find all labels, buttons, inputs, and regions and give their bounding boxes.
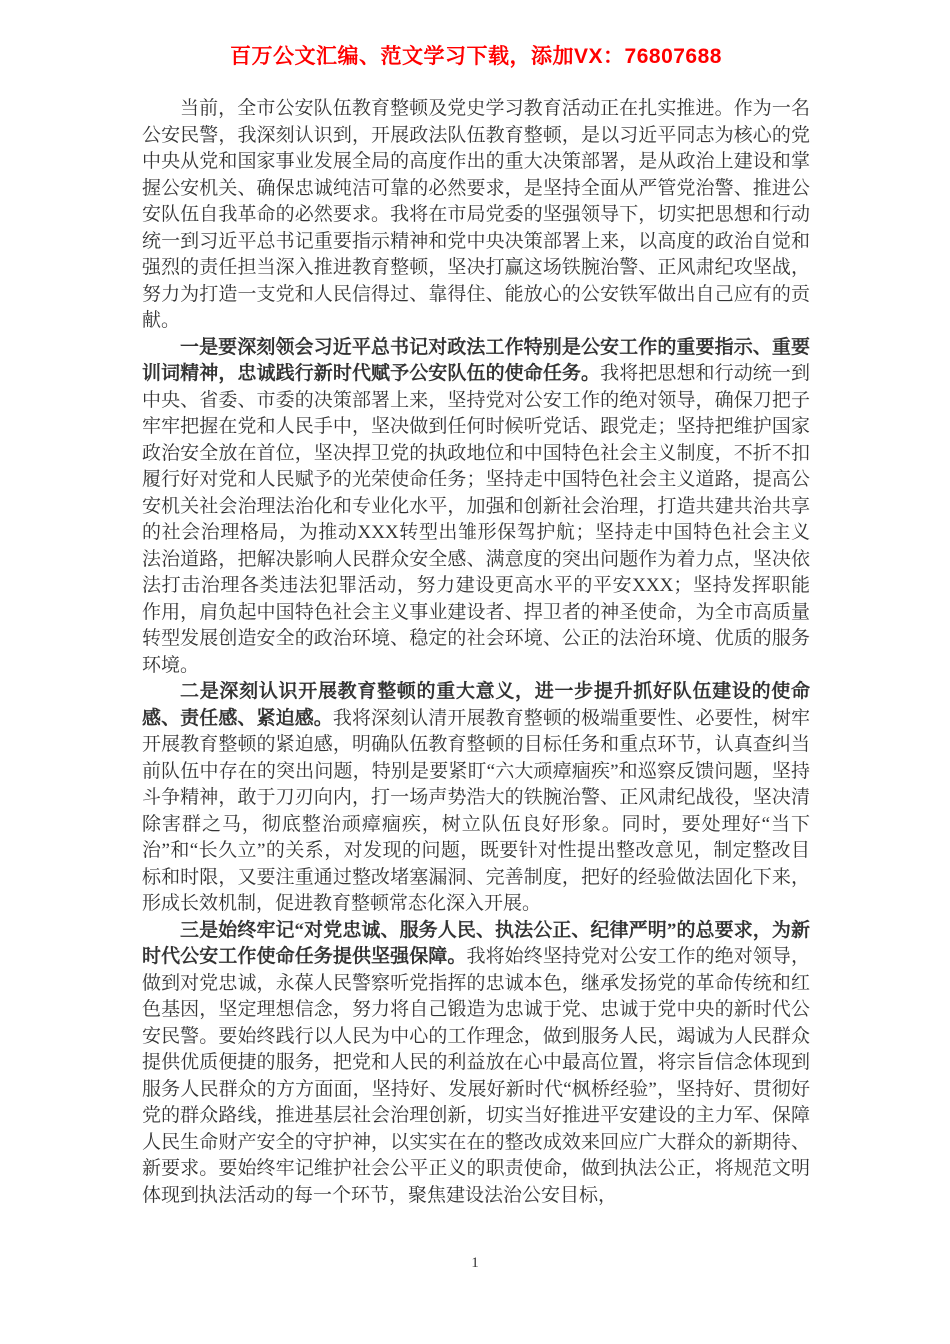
page-number: 1 xyxy=(471,1255,479,1271)
paragraph-text: 当前，全市公安队伍教育整顿及党史学习教育活动正在扎实推进。作为一名公安民警，我深刻认识到，开展政法队伍教育整顿，是以习近平同志为核心的党中央从党和国家事业发展全局的高度作出的重大决策部署，是从政治上建设和掌握公安机关、确保忠诚纯洁可靠的必然要求，是坚持全面从严管党治警、推进公安队伍自我革命的必然要求。我将在市局党委的坚强领导下，切实把思想和行动统一到习近平总书记重要指示精神和党中央决策部署上来，以高度的政治自觉和强烈的责任担当深入推进教育整顿，坚决打赢这场铁腕治警、正风肃纪攻坚战，努力为打造一支党和人民信得过、靠得住、能放心的公安铁军做出自己应有的贡献。 xyxy=(142,98,810,331)
document-body xyxy=(142,96,810,1209)
paragraph-lead: 一是要深刻领会习近平总书记对政法工作特别是公安工作的重要指示、重要训词精神，忠诚践行新时代赋予公安队伍的使命任务。 xyxy=(142,336,810,384)
paragraph xyxy=(142,96,810,335)
paragraph-lead: 三是始终牢记“对党忠诚、服务人民、执法公正、纪律严明”的总要求，为新时代公安工作使命任务提供坚强保障。 xyxy=(142,919,810,967)
paragraph xyxy=(142,918,810,1210)
promo-header-text: 百万公文汇编、范文学习下载，添加VX：76807688 xyxy=(230,45,722,68)
paragraph-lead: 二是深刻认识开展教育整顿的重大意义，进一步提升抓好队伍建设的使命感、责任感、紧迫感。 xyxy=(142,681,810,729)
paragraph-text: 我将深刻认清开展教育整顿的极端重要性、必要性，树牢开展教育整顿的紧迫感，明确队伍教育整顿的目标任务和重点环节，认真查纠当前队伍中存在的突出问题，特别是要紧盯“六大顽瘴痼疾”和巡察反馈问题，坚持斗争精神，敢于刀刃向内，打一场声势浩大的铁腕治警、正风肃纪战役，坚决清除害群之马，彻底整治顽瘴痼疾，树立队伍良好形象。同时，要处理好“当下治”和“长久立”的关系，对发现的问题，既要针对性提出整改意见，制定整改目标和时限，又要注重通过整改堵塞漏洞、完善制度，把好的经验做法固化下来，形成长效机制，促进教育整顿常态化深入开展。 xyxy=(142,707,810,914)
paragraph-text: 我将始终坚持党对公安工作的绝对领导，做到对党忠诚，永葆人民警察听党指挥的忠诚本色，继承发扬党的革命传统和红色基因，坚定理想信念，努力将自己锻造为忠诚于党、忠诚于党中央的新时代公安民警。要始终践行以人民为中心的工作理念，做到服务人民，竭诚为人民群众提供优质便捷的服务，把党和人民的利益放在心中最高位置，将宗旨信念体现到服务人民群众的方方面面，坚持好、发展好新时代“枫桥经验”，坚持好、贯彻好党的群众路线，推进基层社会治理创新，切实当好推进平安建设的主力军、保障人民生命财产安全的守护神，以实实在在的整改成效来回应广大群众的新期待、新要求。要始终牢记维护社会公平正义的职责使命，做到执法公正，将规范文明体现到执法活动的每一个环节，聚焦建设法治公安目标， xyxy=(142,946,810,1206)
paragraph xyxy=(142,679,810,918)
paragraph-text: 我将把思想和行动统一到中央、省委、市委的决策部署上来，坚持党对公安工作的绝对领导，确保刀把子牢牢把握在党和人民手中，坚决做到任何时候听党话、跟党走；坚持把维护国家政治安全放在首位，坚决捍卫党的执政地位和中国特色社会主义制度，不折不扣履行好对党和人民赋予的光荣使命任务；坚持走中国特色社会主义道路，提高公安机关社会治理法治化和专业化水平，加强和创新社会治理，打造共建共治共享的社会治理格局，为推动XXX转型出雏形保驾护航；坚持走中国特色社会主义法治道路，把解决影响人民群众安全感、满意度的突出问题作为着力点，坚决依法打击治理各类违法犯罪活动，努力建设更高水平的平安XXX；坚持发挥职能作用，肩负起中国特色社会主义事业建设者、捍卫者的神圣使命，为全市高质量转型发展创造安全的政治环境、稳定的社会环境、公正的法治环境、优质的服务环境。 xyxy=(142,363,810,676)
paragraph xyxy=(142,335,810,680)
